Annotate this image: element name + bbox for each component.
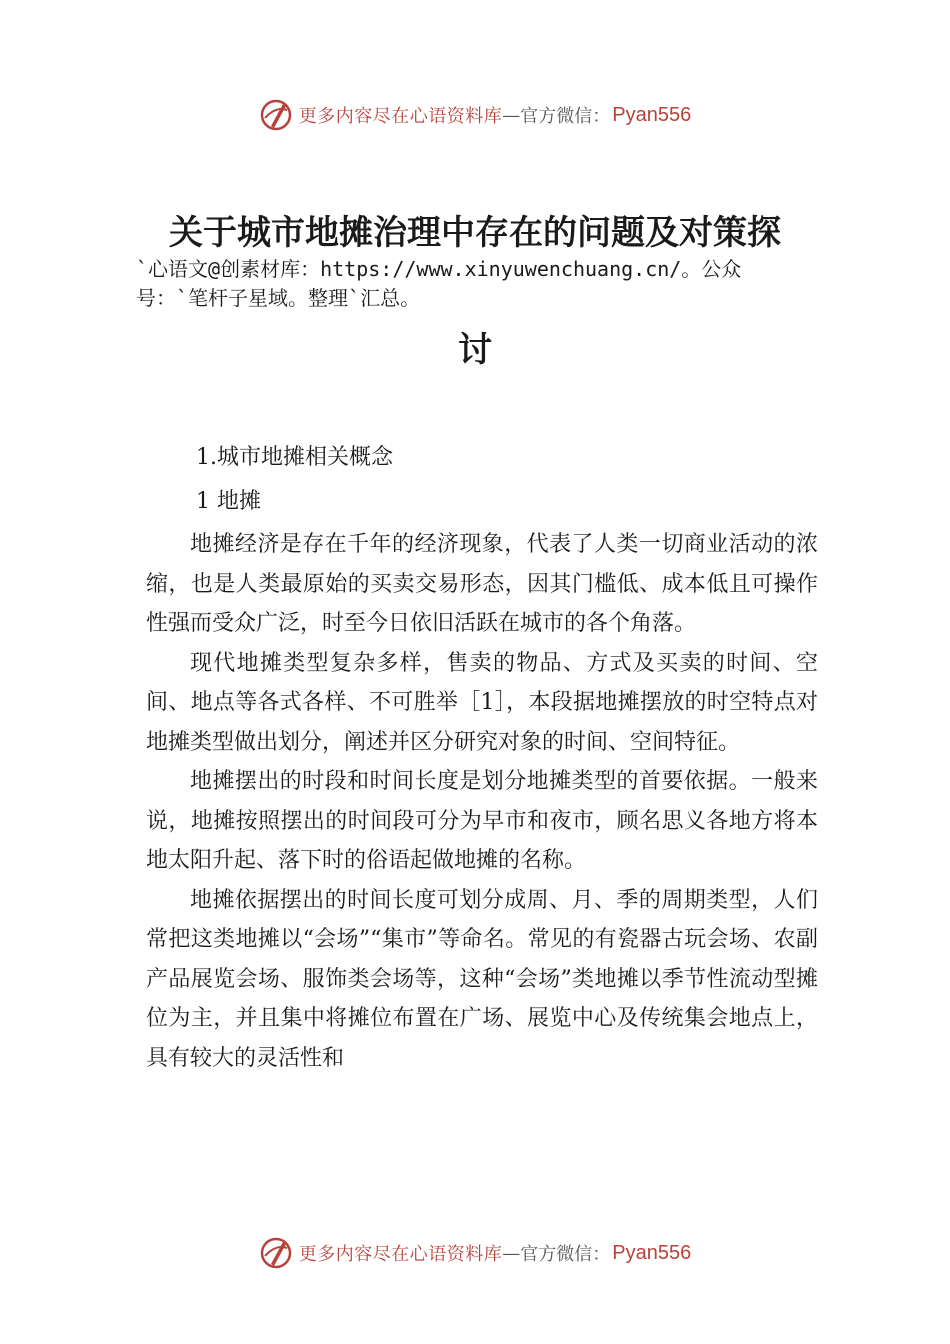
section-heading: 1.城市地摊相关概念 bbox=[196, 445, 393, 470]
subheading: 1 地摊 bbox=[196, 488, 261, 514]
pen-logo-icon bbox=[259, 98, 293, 132]
paragraph: 现代地摊类型复杂多样，售卖的物品、方式及买卖的时间、空间、地点等各式各样、不可胜举［1］，本段据地摊摆放的时空特点对地摊类型做出划分，阐述并区分研究对象的时间、空间特征。 bbox=[146, 650, 818, 755]
pen-logo-icon bbox=[259, 1236, 293, 1270]
watermark-line-2: 号：`笔杆子星域。整理`汇总。 bbox=[136, 286, 421, 310]
paragraph: 地摊依据摆出的时间长度可划分成周、月、季的周期类型，人们常把这类地摊以“会场”“集市”等命名。常见的有瓷器古玩会场、农副产品展览会场、服饰类会场等，这种“会场”类地摊以季节性流动型摊位为主，并且集中将摊位布置在广场、展览中心及传统集会地点上，具有较大的灵活性和 bbox=[146, 887, 818, 1071]
watermark-text bbox=[136, 255, 836, 313]
document-body bbox=[146, 438, 818, 1078]
paragraph: 地摊经济是存在千年的经济现象，代表了人类一切商业活动的浓缩，也是人类最原始的买卖交易形态，因其门槛低、成本低且可操作性强而受众广泛，时至今日依旧活跃在城市的各个角落。 bbox=[146, 532, 818, 636]
banner-wechat-label: 官方微信： bbox=[520, 1244, 611, 1265]
banner-dash: — bbox=[502, 104, 521, 126]
banner-red-text: 更多内容尽在心语资料库 bbox=[298, 1244, 503, 1265]
banner-dash: — bbox=[502, 1242, 521, 1264]
footer-banner bbox=[0, 1233, 950, 1273]
banner-wechat-id: Pyan556 bbox=[612, 103, 692, 126]
document-title: 关于城市地摊治理中存在的问题及对策探 bbox=[169, 213, 781, 253]
banner-red-text: 更多内容尽在心语资料库 bbox=[298, 106, 503, 127]
watermark-line-1: `心语文@创素材库：https://www.xinyuwenchuang.cn/。公众 bbox=[136, 257, 742, 281]
banner-wechat-label: 官方微信： bbox=[520, 106, 611, 127]
paragraph: 地摊摆出的时段和时间长度是划分地摊类型的首要依据。一般来说，地摊按照摆出的时间段可分为早市和夜市，顾名思义各地方将本地太阳升起、落下时的俗语起做地摊的名称。 bbox=[146, 769, 818, 873]
banner-wechat-id: Pyan556 bbox=[612, 1241, 692, 1264]
header-banner bbox=[0, 95, 950, 135]
document-title-continued: 讨 bbox=[458, 330, 492, 370]
